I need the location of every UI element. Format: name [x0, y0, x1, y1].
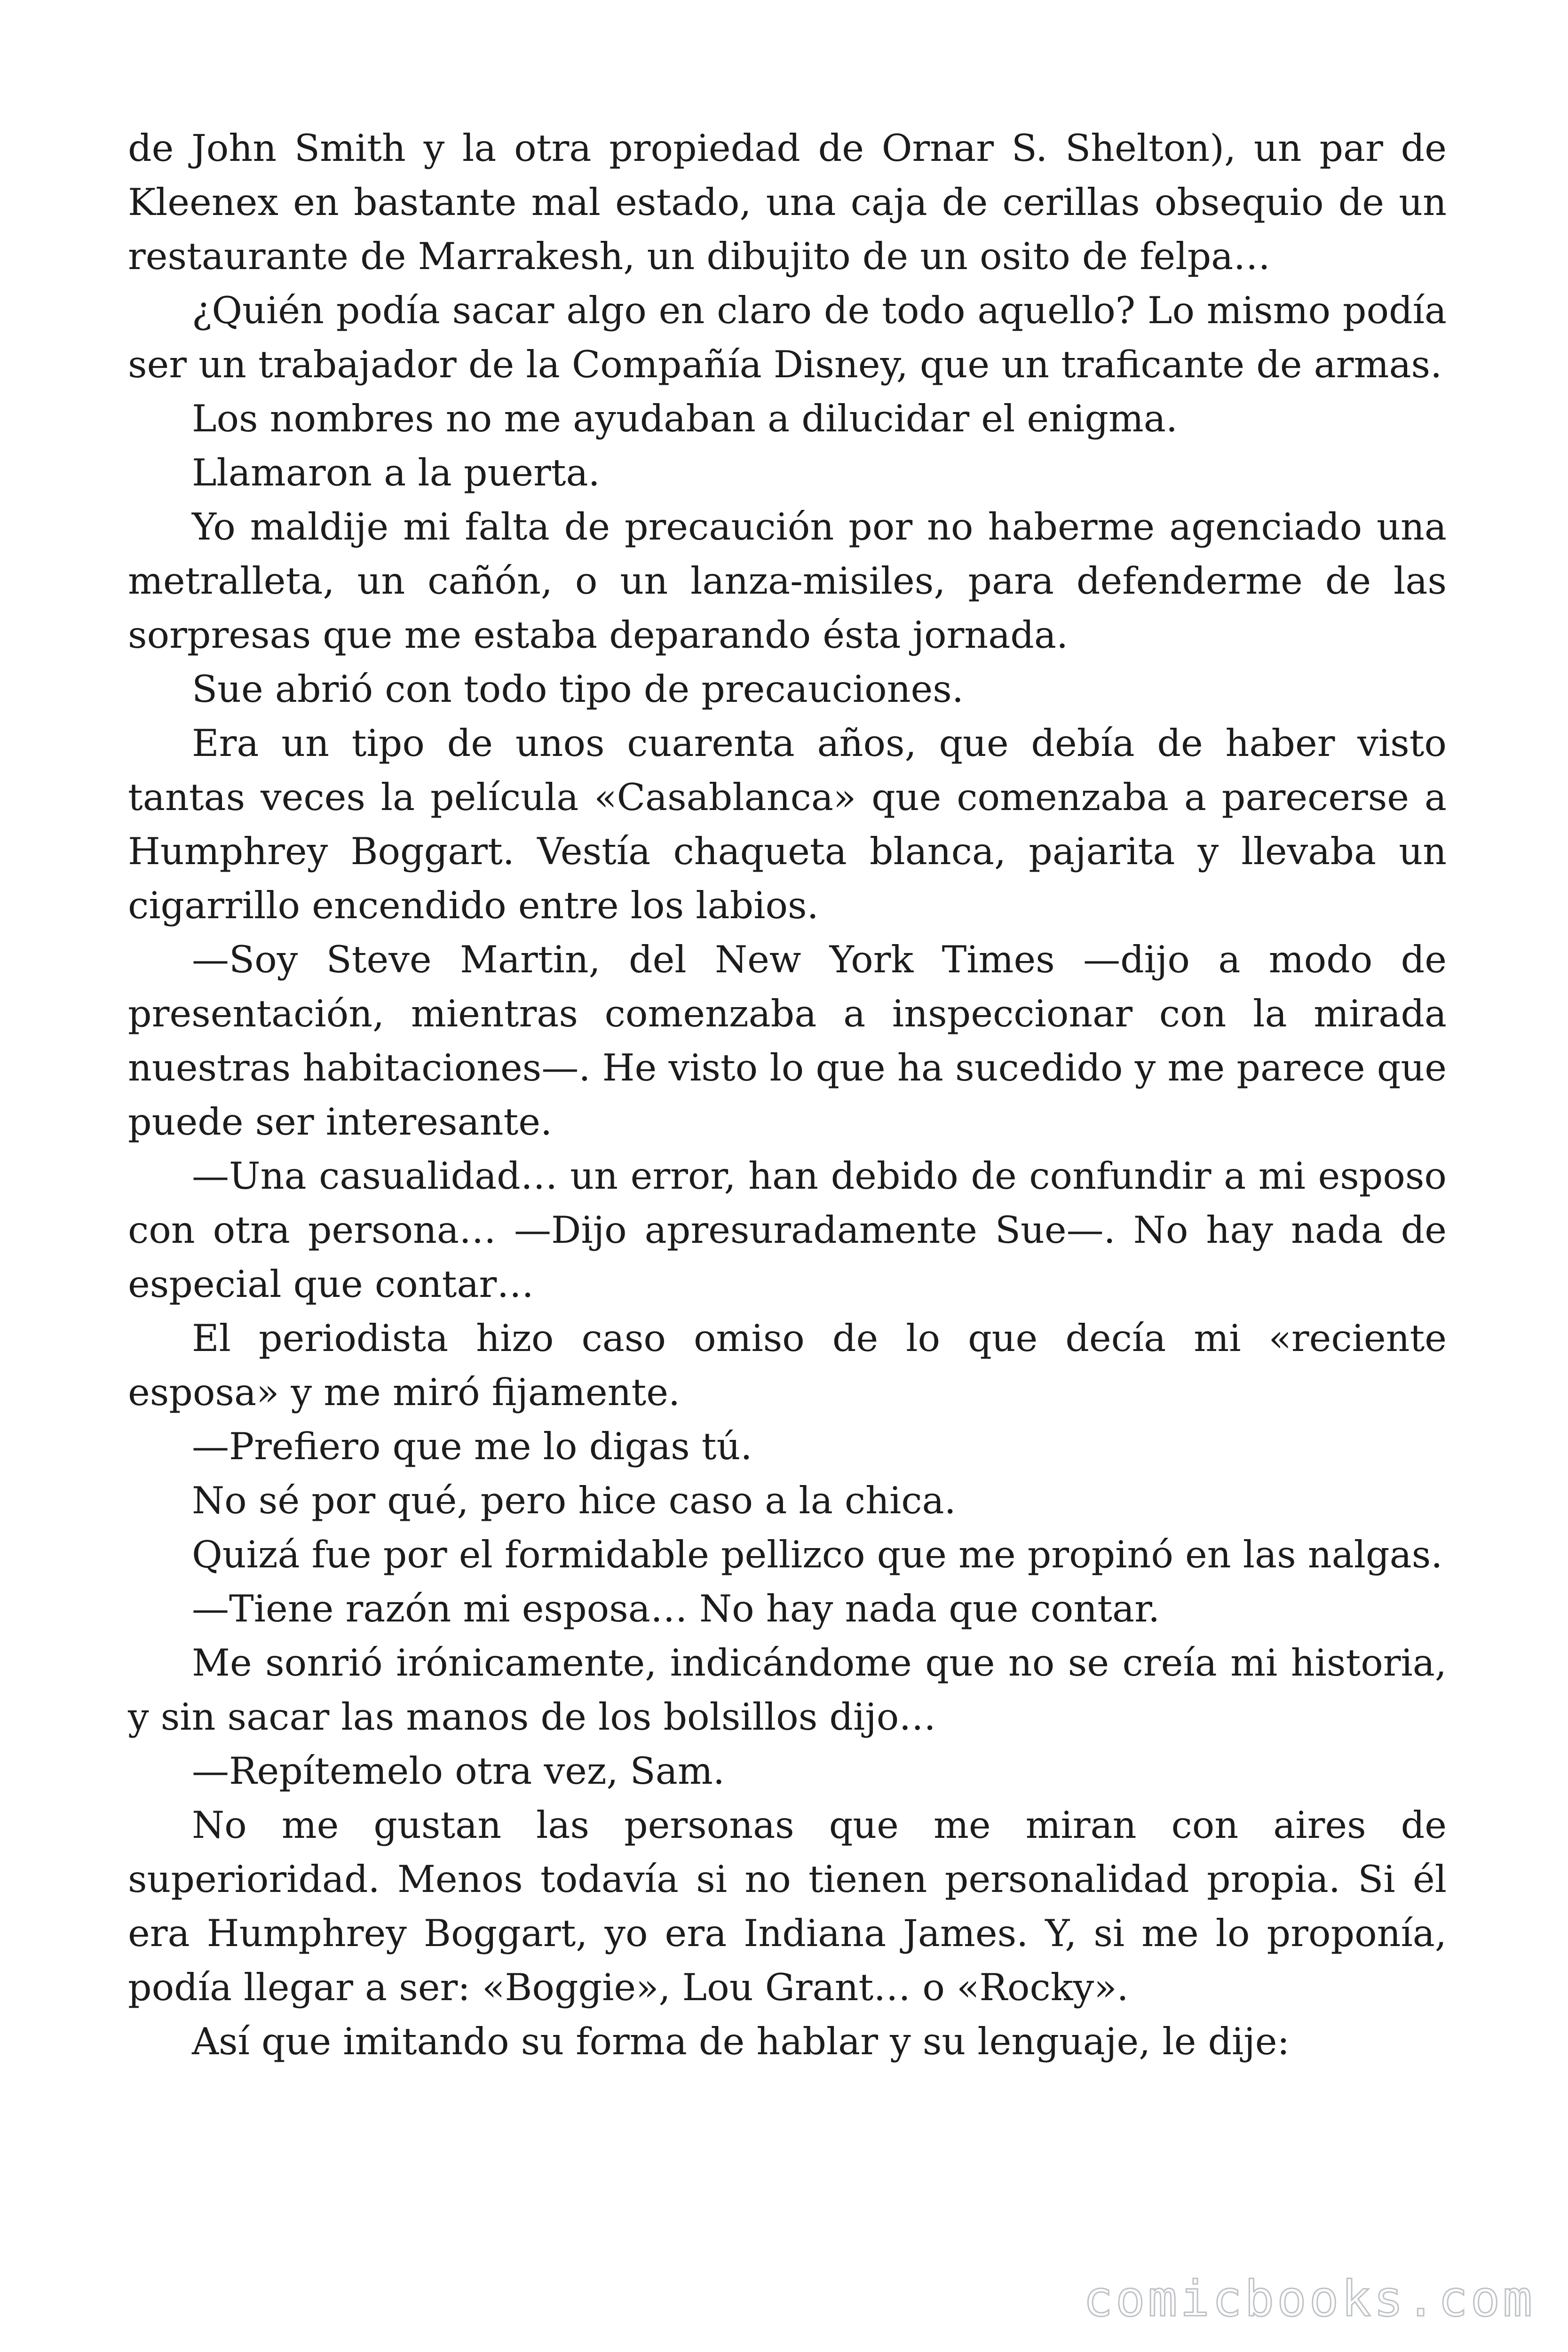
paragraph: ¿Quién podía sacar algo en claro de todo aquello? Lo mismo podía ser un trabajador de la Compañía Disney, que un traficante de armas. [128, 289, 1447, 386]
paragraph: —Repítemelo otra vez, Sam. [192, 1749, 725, 1793]
paragraph: —Tiene razón mi esposa… No hay nada que contar. [192, 1587, 1160, 1630]
paragraph: Sue abrió con todo tipo de precauciones. [192, 667, 964, 711]
paragraph: No sé por qué, pero hice caso a la chica. [192, 1479, 956, 1522]
paragraph: Era un tipo de unos cuarenta años, que debía de haber visto tantas veces la película «Casablanca» que comenzaba a parecerse a Humphrey Boggart. Vestía chaqueta blanca, pajarita y llevaba un cigarrillo encendido entre los labios. [128, 722, 1447, 927]
paragraph: Así que imitando su forma de hablar y su lenguaje, le dije: [192, 2020, 1290, 2063]
paragraph: Me sonrió irónicamente, indicándome que no se creía mi historia, y sin sacar las manos de los bolsillos dijo… [128, 1641, 1447, 1739]
paragraph: El periodista hizo caso omiso de lo que decía mi «reciente esposa» y me miró fijamente. [128, 1317, 1447, 1414]
paragraph: Llamaron a la puerta. [192, 451, 600, 494]
paragraph: Quizá fue por el formidable pellizco que me propinó en las nalgas. [192, 1533, 1443, 1576]
paragraph: Los nombres no me ayudaban a dilucidar el enigma. [192, 397, 1178, 440]
paragraph: Yo maldije mi falta de precaución por no haberme agenciado una metralleta, un cañón, o un lanza-misiles, para defenderme de las sorpresas que me estaba deparando ésta jornada. [128, 505, 1447, 657]
page-body [128, 121, 1447, 2069]
paragraph: No me gustan las personas que me miran con aires de superioridad. Menos todavía si no tienen personalidad propia. Si él era Humphrey Boggart, yo era Indiana James. Y, si me lo proponía, podía llegar a ser: «Boggie», Lou Grant… o «Rocky». [128, 1804, 1447, 2009]
watermark-text: comicbooks.com [1083, 2270, 1535, 2328]
paragraph: —Prefiero que me lo digas tú. [192, 1425, 752, 1468]
paragraph: —Soy Steve Martin, del New York Times —dijo a modo de presentación, mientras comenzaba a inspeccionar con la mirada nuestras habitaciones—. He visto lo que ha sucedido y me parece que puede ser interesante. [128, 938, 1447, 1144]
paragraph-continuation: de John Smith y la otra propiedad de Ornar S. Shelton), un par de Kleenex en bastante mal estado, una caja de cerillas obsequio de un restaurante de Marrakesh, un dibujito de un osito de felpa… [128, 127, 1447, 278]
paragraph: —Una casualidad… un error, han debido de confundir a mi esposo con otra persona… —Dijo apresuradamente Sue—. No hay nada de especial que contar… [128, 1154, 1447, 1306]
